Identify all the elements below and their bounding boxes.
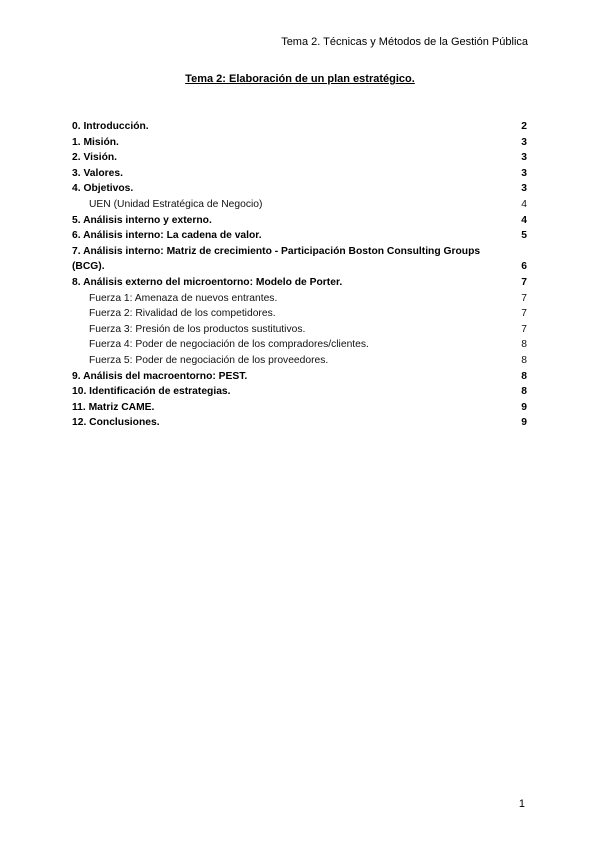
toc-entry-label: 3. Valores. xyxy=(72,167,123,179)
toc-entry-label: 4. Objetivos. xyxy=(72,183,134,195)
toc-entry-label: 6. Análisis interno: La cadena de valor. xyxy=(72,230,262,242)
toc-entry-page: 9 xyxy=(521,417,527,429)
toc-entry-label: 2. Visión. xyxy=(72,152,118,164)
toc-entry-pest[interactable] xyxy=(72,369,527,385)
toc-entry-label: 0. Introducción. xyxy=(72,121,149,132)
toc-entry-matriz-bcg[interactable] xyxy=(72,244,527,275)
toc-entry-label: 10. Identificación de estrategias. xyxy=(72,386,231,398)
toc-entry-page: 3 xyxy=(521,136,527,148)
toc-entry-label: Fuerza 1: Amenaza de nuevos entrantes. xyxy=(89,292,278,304)
toc-entry-label: 7. Análisis interno: Matriz de crecimiento - Participación Boston Consulting Groups (BCG). xyxy=(72,245,481,273)
toc-entry-page: 3 xyxy=(521,183,527,195)
toc-entry-page: 5 xyxy=(521,230,527,242)
toc-entry-label: 8. Análisis externo del microentorno: Modelo de Porter. xyxy=(72,276,343,288)
toc-entry-page: 7 xyxy=(521,276,527,288)
toc-entry-label: Fuerza 5: Poder de negociación de los proveedores. xyxy=(89,354,329,366)
toc-entry-page: 7 xyxy=(521,292,527,304)
toc-subentry-fuerza-3[interactable] xyxy=(72,322,527,338)
toc-entry-page: 7 xyxy=(521,308,527,320)
toc-entry-valores[interactable] xyxy=(72,166,527,182)
toc-entry-label: 9. Análisis del macroentorno: PEST. xyxy=(72,370,248,382)
toc-entry-label: 1. Misión. xyxy=(72,136,119,148)
toc-entry-label: Fuerza 3: Presión de los productos sustitutivos. xyxy=(89,323,306,335)
toc-entry-introduccion[interactable] xyxy=(72,119,527,135)
toc-subentry-fuerza-4[interactable] xyxy=(72,337,527,353)
toc-entry-label: UEN (Unidad Estratégica de Negocio) xyxy=(89,198,263,210)
toc-subentry-fuerza-5[interactable] xyxy=(72,353,527,369)
toc-entry-matriz-came[interactable] xyxy=(72,400,527,416)
toc-entry-label: 12. Conclusiones. xyxy=(72,417,160,429)
toc-entry-objetivos[interactable] xyxy=(72,181,527,197)
toc-entry-analisis-interno-externo[interactable] xyxy=(72,213,527,229)
toc-entry-label: 11. Matriz CAME. xyxy=(72,401,155,413)
toc-entry-page: 6 xyxy=(521,261,527,273)
toc-entry-page: 3 xyxy=(521,152,527,164)
toc-entry-mision[interactable] xyxy=(72,135,527,151)
running-header: Tema 2. Técnicas y Métodos de la Gestión Pública xyxy=(281,36,528,48)
toc-subentry-fuerza-2[interactable] xyxy=(72,306,527,322)
toc-entry-page: 3 xyxy=(521,167,527,179)
toc-entry-cadena-valor[interactable] xyxy=(72,228,527,244)
toc-entry-page: 4 xyxy=(521,198,527,210)
toc-entry-page: 4 xyxy=(521,214,527,226)
toc-entry-label: Fuerza 2: Rivalidad de los competidores. xyxy=(89,308,276,320)
toc-entry-label: 5. Análisis interno y externo. xyxy=(72,214,212,226)
toc-entry-conclusiones[interactable] xyxy=(72,415,527,431)
page-number: 1 xyxy=(518,798,525,810)
toc-entry-page: 9 xyxy=(521,401,527,413)
toc-entry-estrategias[interactable] xyxy=(72,384,527,400)
document-title: Tema 2: Elaboración de un plan estratégico. xyxy=(185,73,415,85)
toc-entry-page: 8 xyxy=(521,354,527,366)
toc-entry-vision[interactable] xyxy=(72,150,527,166)
toc-entry-modelo-porter[interactable] xyxy=(72,275,527,291)
toc-subentry-fuerza-1[interactable] xyxy=(72,291,527,307)
toc-subentry-uen[interactable] xyxy=(72,197,527,213)
toc-entry-page: 8 xyxy=(521,386,527,398)
toc-entry-page: 8 xyxy=(521,339,527,351)
toc-entry-page: 7 xyxy=(521,323,527,335)
toc-entry-page: 2 xyxy=(521,121,527,132)
table-of-contents xyxy=(72,119,527,431)
toc-entry-page: 8 xyxy=(521,370,527,382)
toc-entry-label: Fuerza 4: Poder de negociación de los compradores/clientes. xyxy=(89,339,369,351)
